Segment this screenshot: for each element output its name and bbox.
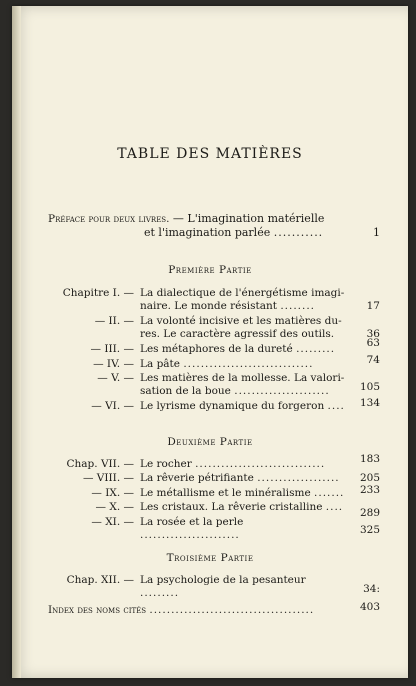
chapter-title-line1: Le métallisme et le minéralisme xyxy=(140,487,311,499)
preface-text-line1: — L'imagination matérielle xyxy=(169,212,325,225)
chapter-label: — IX. — xyxy=(91,487,134,499)
chapter-label: Chap. XII. — xyxy=(66,574,134,586)
chapter-title-line1: La pâte xyxy=(140,358,180,370)
preface-page: 1 xyxy=(373,226,380,239)
page-spine-shadow xyxy=(12,6,21,678)
chapter-page: 134 xyxy=(359,397,380,409)
chapter-leader: ....... xyxy=(314,487,345,499)
toc-entry xyxy=(48,337,380,356)
chapter-title-line2: sation de la boue xyxy=(140,385,231,397)
chapter-label: — X. — xyxy=(95,501,134,513)
toc-entry xyxy=(48,501,380,519)
preface-text-line2: et l'imagination parlée xyxy=(144,226,271,239)
chapter-title-line1: La psychologie de la pesanteur xyxy=(140,574,306,586)
book-page xyxy=(12,6,408,678)
chapter-page: 74 xyxy=(366,354,380,366)
toc-entry xyxy=(48,372,380,398)
chapter-leader: ................... xyxy=(257,472,340,484)
chapter-leader: ......... xyxy=(140,587,180,599)
chapter-page: 63 xyxy=(366,337,380,349)
chapter-page: 289 xyxy=(359,507,380,519)
chapter-leader: ......... xyxy=(296,343,336,355)
chapter-label: — V. — xyxy=(97,372,134,384)
chapter-leader: .... xyxy=(327,400,345,412)
toc-entry xyxy=(48,453,380,471)
chapter-leader: .............................. xyxy=(195,458,326,470)
chapter-title-line1: Les métaphores de la dureté xyxy=(140,343,293,355)
chapter-label: Chapitre I. — xyxy=(62,287,134,299)
chapter-page: 34: xyxy=(363,583,380,595)
toc-entry xyxy=(48,315,380,341)
chapter-page: 36 xyxy=(366,328,380,340)
toc-entry xyxy=(48,397,380,413)
chapter-label: Chap. VII. — xyxy=(66,458,134,470)
chapter-title-line1: Le lyrisme dynamique du forgeron xyxy=(140,400,325,412)
chapter-title-line2: naire. Le monde résistant xyxy=(140,300,277,312)
chapter-page: 183 xyxy=(359,453,380,465)
chapter-label: — II. — xyxy=(94,315,134,327)
index-leader: ...................................... xyxy=(149,604,315,616)
chapter-page: 233 xyxy=(359,484,380,496)
part-title-2: Deuxième Partie xyxy=(167,436,253,448)
chapter-label: — III. — xyxy=(90,343,134,355)
index-entry xyxy=(48,601,380,616)
preface-leader: ........... xyxy=(273,226,324,239)
chapter-title-line1: La dialectique de l'énergétisme imagi- xyxy=(140,287,345,299)
preface-entry xyxy=(48,212,380,240)
chapter-label: — VI. — xyxy=(91,400,134,412)
chapter-leader: ....................... xyxy=(140,529,240,541)
index-page: 403 xyxy=(359,601,380,613)
part-title-3: Troisième Partie xyxy=(166,552,254,564)
chapter-leader: ........ xyxy=(280,300,316,312)
chapter-title-line2: res. Le caractère agressif des outils. xyxy=(140,328,335,340)
chapter-title-line1: Les cristaux. La rêverie cristalline xyxy=(140,501,323,513)
chapter-label: — VIII. — xyxy=(82,472,134,484)
chapter-title-line1: La rosée et la perle xyxy=(140,516,244,528)
toc-entry xyxy=(48,287,380,313)
toc-entry xyxy=(48,354,380,371)
index-label: Index des noms cités xyxy=(48,604,147,616)
chapter-label: — XI. — xyxy=(91,516,134,528)
chapter-page: 205 xyxy=(359,472,380,484)
chapter-title-line1: Les matières de la mollesse. La valori- xyxy=(140,372,345,384)
preface-label: Préface pour deux livres. xyxy=(48,213,170,225)
chapter-page: 17 xyxy=(366,300,380,312)
toc-title: TABLE DES MATIÈRES xyxy=(117,146,303,162)
toc-entry xyxy=(48,484,380,500)
chapter-title-line1: La rêverie pétrifiante xyxy=(140,472,254,484)
toc-entry xyxy=(48,516,380,542)
chapter-leader: .............................. xyxy=(183,358,314,370)
toc-entry xyxy=(48,472,380,485)
chapter-page: 105 xyxy=(359,381,380,393)
chapter-title-line1: La volonté incisive et les matières du- xyxy=(140,315,342,327)
chapter-leader: .... xyxy=(325,501,344,513)
toc-entry xyxy=(48,574,380,600)
chapter-leader: ...................... xyxy=(234,385,330,397)
chapter-title-line1: Le rocher xyxy=(140,458,192,470)
chapter-page: 325 xyxy=(359,524,380,536)
chapter-label: — IV. — xyxy=(93,358,134,370)
part-title-1: Première Partie xyxy=(168,264,252,276)
